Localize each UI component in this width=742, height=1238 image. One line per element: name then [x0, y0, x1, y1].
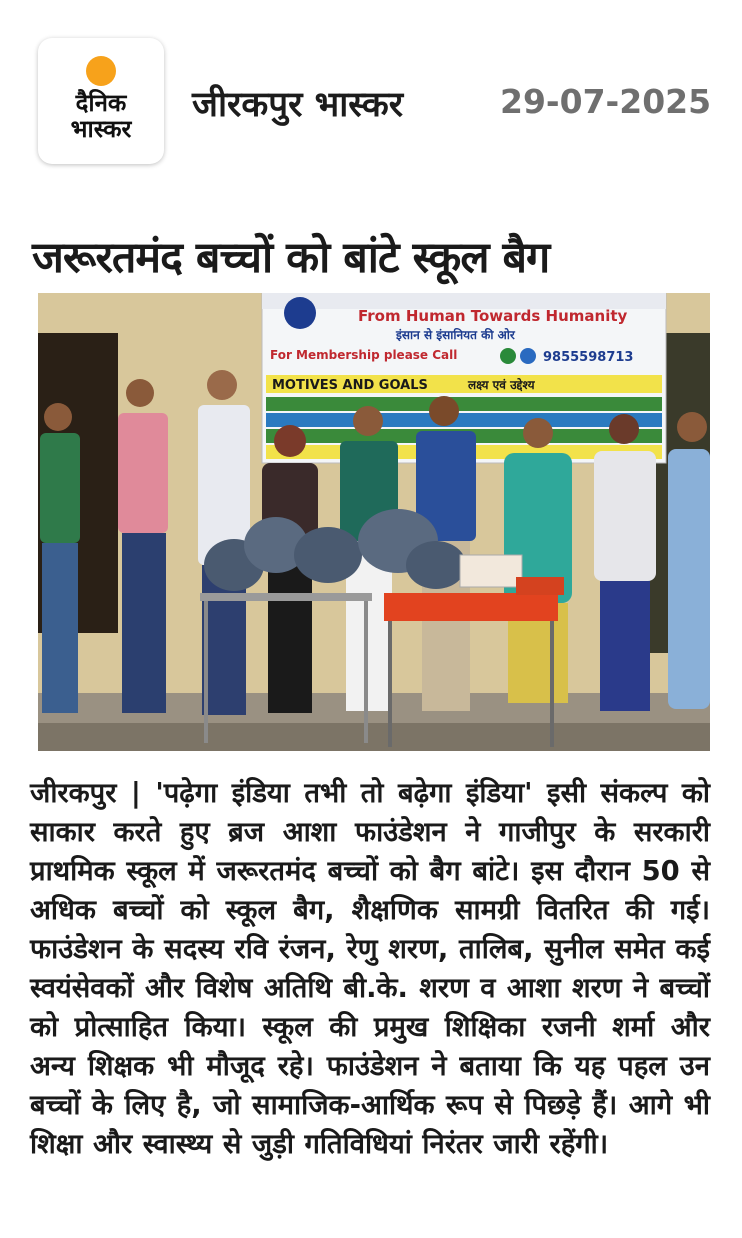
edition-date: 29-07-2025 — [500, 82, 712, 121]
logo-line-1: दैनिक — [75, 89, 127, 117]
article-body: जीरकपुर | 'पढ़ेगा इंडिया तभी तो बढ़ेगा इंडिया' इसी संकल्प को साकार करते हुए ब्रज आशा फाउंडेशन ने गाजीपुर के सरकारी प्राथमिक स्कूल में जरूरतमंद बच्चों को बैग बांटे। इस दौरान 50 से अधिक बच्चों को स्कूल बैग, शैक्षणिक सामग्री वितरित की गई। फाउंडेशन के सदस्य रवि रंजन, रेणु शरण, तालिब, सुनील समेत कई स्वयंसेवकों और विशेष अतिथि बी.के. शरण व आशा शरण ने बच्चों को प्रोत्साहित किया। स्कूल की प्रमुख शिक्षिका रजनी शर्मा और अन्य शिक्षक भी मौजूद रहे। फाउंडेशन ने बताया कि यह पहल उन बच्चों के लिए है, जो सामाजिक-आर्थिक रूप से पिछड़े हैं। आगे भी शिक्षा और स्वास्थ्य से जुड़ी गतिविधियां निरंतर जारी रहेंगी। — [30, 778, 710, 1160]
photo-scene — [38, 293, 710, 751]
banner-motives: MOTIVES AND GOALS — [272, 378, 428, 393]
banner-phone: 9855598713 — [543, 350, 634, 365]
dainik-bhaskar-logo[interactable] — [38, 38, 164, 164]
logo-sun-icon — [86, 56, 116, 86]
banner-motives-hindi: लक्ष्य एवं उद्देश्य — [468, 378, 535, 392]
banner-membership: For Membership please Call — [270, 348, 458, 362]
article-photo — [38, 293, 710, 751]
article-headline: जरूरतमंद बच्चों को बांटे स्कूल बैग — [32, 233, 550, 283]
logo-line-2: भास्कर — [70, 115, 132, 143]
edition-title: जीरकपुर भास्कर — [192, 85, 404, 125]
newspaper-header — [0, 0, 742, 200]
banner-subtitle: इंसान से इंसानियत की ओर — [396, 328, 515, 342]
banner-title: From Human Towards Humanity — [358, 307, 628, 325]
